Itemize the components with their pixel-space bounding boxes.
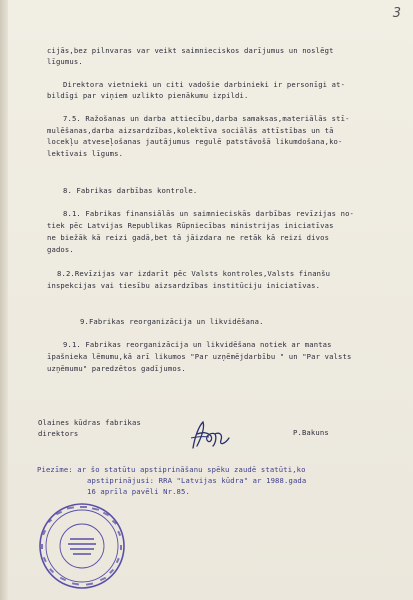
text-line: locekļu atveseļošanas jautājumus regulē patstāvošā likumdošana,ko- bbox=[47, 137, 343, 146]
text-line: cijās,bez pilnvaras var veikt saimnieciskos darījumus un noslēgt bbox=[47, 46, 334, 55]
signatory-title: direktors bbox=[38, 429, 79, 438]
note-line: Piezīme: ar šo statūtu apstiprināšanu spēku zaudē statūti,ko bbox=[37, 465, 306, 474]
text-line: lektīvais līgums. bbox=[47, 149, 124, 158]
binding-edge bbox=[0, 0, 8, 600]
text-line: inspekcijas vai tiesību aizsardzības institūciju iniciatīvas. bbox=[47, 281, 321, 290]
section-heading: 8. Fabrikas darbības kontrole. bbox=[63, 186, 198, 195]
note-line: 16 aprīla pavēli Nr.85. bbox=[87, 487, 190, 496]
text-line: līgumus. bbox=[47, 57, 83, 66]
text-line: uzņēmumu" paredzētos gadījumos. bbox=[47, 364, 186, 373]
note-line: apstiprinājusi: RRA "Latvijas kūdra" ar 1988.gada bbox=[87, 476, 307, 485]
text-line: mulēšanas,darba aizsardzības,kolektīva sociālās attīstības un tā bbox=[47, 126, 334, 135]
text-line: ne biežāk kā reizi gadā,bet tā jāizdara ne retāk kā reizi divos bbox=[47, 233, 330, 242]
page-number: 3 bbox=[392, 6, 401, 21]
text-line: 8.2.Revīzijas var izdarīt pēc Valsts kontroles,Valsts finanšu bbox=[57, 269, 331, 278]
text-line: bildīgi par viņiem uzlikto pienākumu izpildi. bbox=[47, 91, 249, 100]
signatory-name: P.Bakuns bbox=[293, 428, 329, 437]
text-line: 9.1. Fabrikas reorganizācija un likvidēšana notiek ar mantas bbox=[63, 340, 332, 349]
section-heading: 9.Fabrikas reorganizācija un likvidēšana. bbox=[80, 317, 264, 326]
text-line: īpašnieka lēmumu,kā arī likumos "Par uzņēmējdarbību " un "Par valsts bbox=[47, 352, 352, 361]
text-line: tiek pēc Latvijas Republikas Rūpniecības ministrijas iniciatīvas bbox=[47, 221, 334, 230]
signatory-title: Olaines kūdras fabrikas bbox=[38, 418, 141, 427]
text-line: 7.5. Ražošanas un darba attiecību,darba samaksas,materiālās stī- bbox=[63, 114, 350, 123]
text-line: gados. bbox=[47, 245, 74, 254]
text-line: 8.1. Fabrikas finansiālās un saimnieciskās darbības revīzijas no- bbox=[63, 209, 355, 218]
official-stamp bbox=[34, 500, 130, 592]
text-line: Direktora vietnieki un citi vadošie darbinieki ir personīgi at- bbox=[63, 80, 346, 89]
handwritten-signature bbox=[183, 418, 233, 452]
